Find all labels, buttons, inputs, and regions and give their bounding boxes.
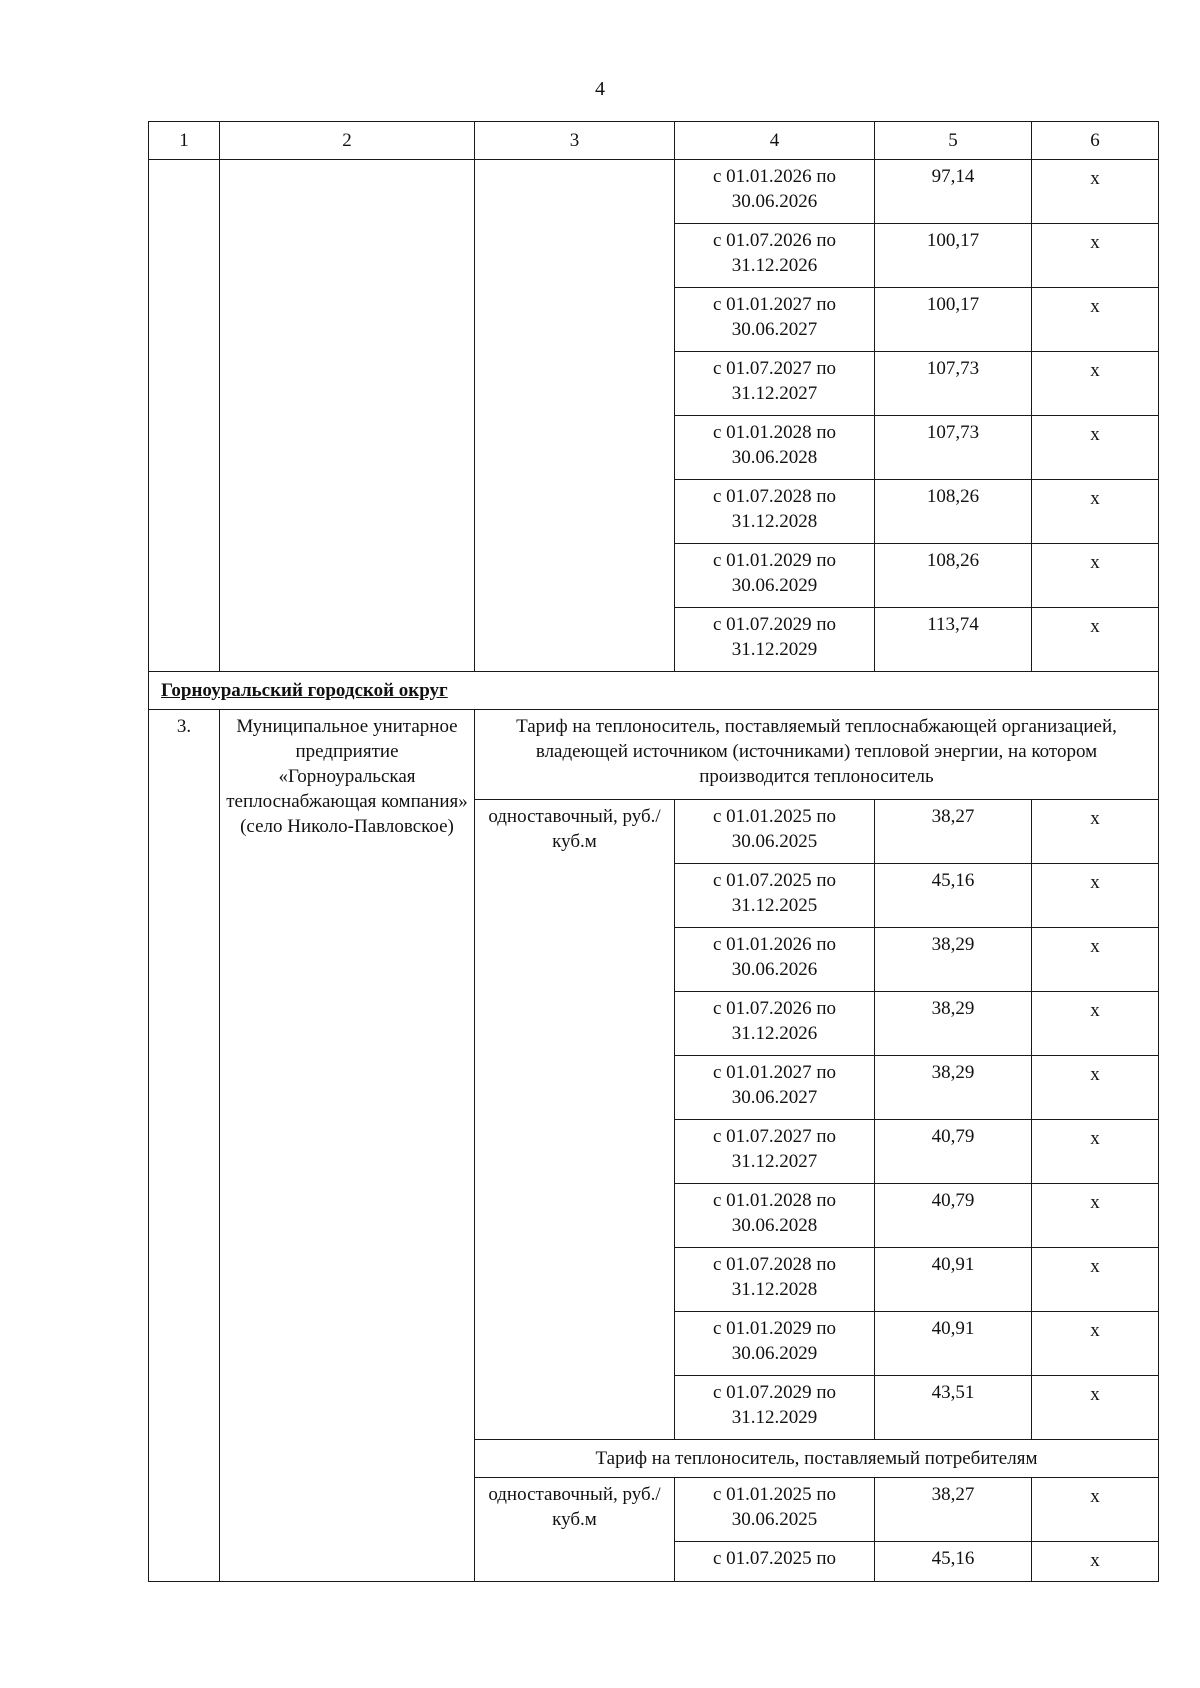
header-cell: 1 [149,122,220,160]
value-cell: 38,29 [875,928,1032,992]
mark-cell: х [1032,1542,1159,1582]
mark-cell: х [1032,1376,1159,1440]
period-cell: с 01.01.2028 по 30.06.2028 [675,1184,875,1248]
value-cell: 38,29 [875,992,1032,1056]
value-cell: 40,79 [875,1120,1032,1184]
value-cell: 38,27 [875,1478,1032,1542]
period-cell: с 01.01.2025 по 30.06.2025 [675,1478,875,1542]
period-cell: с 01.07.2029 по 31.12.2029 [675,608,875,672]
section-title: Горноуральский городской округ [161,680,448,701]
rate-type-cell-empty [475,160,675,672]
section-cell [149,672,1159,710]
mark-cell: х [1032,224,1159,288]
value-cell: 40,79 [875,1184,1032,1248]
period-cell: с 01.07.2026 по 31.12.2026 [675,992,875,1056]
value-cell: 107,73 [875,416,1032,480]
period-cell: с 01.01.2027 по 30.06.2027 [675,1056,875,1120]
mark-cell: х [1032,1478,1159,1542]
period-cell: с 01.07.2025 по [675,1542,875,1582]
table-header-row [149,122,1159,160]
mark-cell: х [1032,416,1159,480]
mark-cell: х [1032,864,1159,928]
value-cell: 38,29 [875,1056,1032,1120]
period-cell: с 01.01.2029 по 30.06.2029 [675,544,875,608]
mark-cell: х [1032,480,1159,544]
tariff-table [148,121,1159,1582]
value-cell: 45,16 [875,1542,1032,1582]
value-cell: 40,91 [875,1312,1032,1376]
tariff-group-title-row [149,710,1159,800]
page-number: 4 [595,78,605,100]
mark-cell: х [1032,288,1159,352]
mark-cell: х [1032,800,1159,864]
header-cell: 6 [1032,122,1159,160]
rate-type-cell: одноставочный, руб./куб.м [475,800,675,1440]
organization-cell-empty [220,160,475,672]
period-cell: с 01.07.2027 по 31.12.2027 [675,352,875,416]
period-cell: с 01.07.2028 по 31.12.2028 [675,1248,875,1312]
period-cell: с 01.07.2026 по 31.12.2026 [675,224,875,288]
period-cell: с 01.07.2025 по 31.12.2025 [675,864,875,928]
header-cell: 3 [475,122,675,160]
value-cell: 97,14 [875,160,1032,224]
value-cell: 40,91 [875,1248,1032,1312]
header-cell: 4 [675,122,875,160]
mark-cell: х [1032,1184,1159,1248]
period-cell: с 01.01.2026 по 30.06.2026 [675,160,875,224]
period-cell: с 01.01.2026 по 30.06.2026 [675,928,875,992]
tariff-group-title: Тариф на теплоноситель, поставляемый теплоснабжающей организацией, владеющей источником (источниками) тепловой энергии, на котором производится теплоноситель [475,710,1159,800]
value-cell: 38,27 [875,800,1032,864]
tariff-table-body [149,122,1159,1582]
value-cell: 108,26 [875,544,1032,608]
period-cell: с 01.07.2029 по 31.12.2029 [675,1376,875,1440]
period-cell: с 01.01.2028 по 30.06.2028 [675,416,875,480]
period-cell: с 01.01.2029 по 30.06.2029 [675,1312,875,1376]
period-cell: с 01.07.2027 по 31.12.2027 [675,1120,875,1184]
mark-cell: х [1032,544,1159,608]
value-cell: 100,17 [875,288,1032,352]
organization-name: Муниципальное унитарное предприятие «Горноуральская теплоснабжающая компания» (село Николо-Павловское) [220,710,475,1582]
table-row [149,160,1159,224]
entry-number: 3. [149,710,220,1582]
value-cell: 113,74 [875,608,1032,672]
value-cell: 45,16 [875,864,1032,928]
value-cell: 108,26 [875,480,1032,544]
mark-cell: х [1032,992,1159,1056]
header-cell: 2 [220,122,475,160]
period-cell: с 01.01.2025 по 30.06.2025 [675,800,875,864]
period-cell: с 01.07.2028 по 31.12.2028 [675,480,875,544]
period-cell: с 01.01.2027 по 30.06.2027 [675,288,875,352]
value-cell: 100,17 [875,224,1032,288]
mark-cell: х [1032,1056,1159,1120]
mark-cell: х [1032,1312,1159,1376]
mark-cell: х [1032,608,1159,672]
tariff-group-title: Тариф на теплоноситель, поставляемый потребителям [475,1440,1159,1478]
header-cell: 5 [875,122,1032,160]
mark-cell: х [1032,928,1159,992]
rate-type-cell: одноставочный, руб./куб.м [475,1478,675,1582]
number-cell-empty [149,160,220,672]
mark-cell: х [1032,1120,1159,1184]
mark-cell: х [1032,1248,1159,1312]
mark-cell: х [1032,160,1159,224]
value-cell: 43,51 [875,1376,1032,1440]
mark-cell: х [1032,352,1159,416]
section-row [149,672,1159,710]
value-cell: 107,73 [875,352,1032,416]
